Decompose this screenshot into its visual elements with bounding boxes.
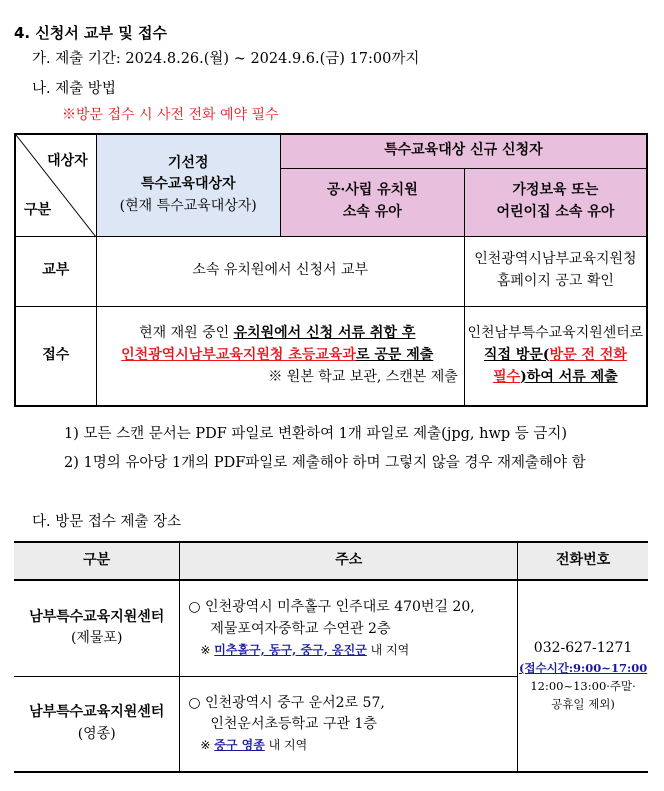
receipt-left-line1 [97,323,458,345]
row-issue-right [464,236,647,306]
receipt-right-line1: 인천남부특수교육지원센터로 [467,325,644,342]
corner-cell [15,134,96,236]
center-jemulpo [14,580,180,676]
header-new-kindergarten [280,168,464,236]
note-2: 2) 1명의 유아당 1개의 PDF파일로 제출해야 하며 그렇지 않을 경우 재제출해야 함 [64,455,586,471]
center-yeongjong-sub: (영종) [77,725,116,742]
receipt-left-2a: 인천광역시남부교육지원청 초등교육과 [121,346,356,363]
center-jemulpo-sub: (제물포) [70,630,123,647]
row-issue-left: 소속 유치원에서 신청서 교부 [96,236,464,306]
note-1: 1) 모든 스캔 문서는 PDF 파일로 변환하여 1개 파일로 제출(jpg, hwp 등 금지) [64,426,568,442]
submission-method: 나. 제출 방법 [32,81,116,97]
area-yeongjong [188,736,517,755]
area-jemulpo [188,641,517,660]
section-title: 4. 신청서 교부 및 접수 [14,24,167,42]
header-new-b-line1: 가정보육 또는 [512,182,599,199]
submission-period: 가. 제출 기간: 2024.8.26.(월) ~ 2024.9.6.(금) 17:00까지 [32,51,420,67]
center-yeongjong [14,676,180,772]
receipt-right-2a: 직접 방문( [483,346,550,363]
receipt-left-1a: 현재 재원 중인 [139,325,234,342]
receipt-right-2b: 방문 전 전화 [549,346,627,363]
area-yeongjong-suffix: 내 지역 [264,738,308,753]
header-new-a-line2: 소속 유아 [342,204,402,220]
row-receipt-left [96,306,464,406]
area-yeongjong-link: 중구 영종 [214,738,265,753]
visit-place-table [14,541,648,773]
corner-bottom-label: 구분 [24,201,52,218]
area-jemulpo-prefix: ※ [200,642,215,657]
receipt-right-line3 [465,367,646,389]
hours-line3: 공휴일 제외) [551,696,615,711]
visit-note: ※방문 접수 시 사전 전화 예약 필수 [62,107,279,123]
row-issue-label: 교부 [15,236,96,306]
header-new: 특수교육대상 신규 신청자 [280,134,647,168]
area-jemulpo-link: 미추홀구, 동구, 중구, 옹진군 [214,642,367,657]
receipt-left-line3: ※ 원본 학교 보관, 스캔본 제출 [268,368,458,385]
center-yeongjong-name: 남부특수교육지원센터 [29,704,165,721]
col-header-phone: 전화번호 [518,542,648,580]
header-existing-line1: 기선정 [167,154,209,171]
area-yeongjong-prefix: ※ [200,738,215,753]
application-table [14,133,648,407]
center-jemulpo-name: 남부특수교육지원센터 [29,608,165,625]
receipt-left-line2 [97,345,458,367]
receipt-left-2b: 로 공문 제출 [355,346,434,363]
receipt-left-1b: 유치원에서 신청 서류 취합 후 [233,325,416,342]
receipt-right-3a: 필수 [493,368,521,385]
header-existing [96,134,280,236]
header-existing-line3: (현재 특수교육대상자) [119,198,257,215]
visit-place-title: 다. 방문 접수 제출 장소 [32,514,182,530]
col-header-category: 구분 [14,542,180,580]
row-receipt-label: 접수 [15,306,96,406]
row-issue-right-line1: 인천광역시남부교육지원청 [474,251,637,268]
hours-line2: 12:00~13:00·주말· [530,678,636,693]
receipt-right-line2 [465,345,646,367]
receipt-right-3b: )하여 서류 제출 [520,368,618,385]
corner-top-label: 대상자 [47,153,88,169]
phone-cell [518,580,648,772]
header-existing-line2: 특수교육대상자 [140,176,236,193]
address-yeongjong-line2: 인천운서초등학교 구관 1층 [210,716,377,733]
hours-line1: (접수시간:9:00~17:00 [518,661,648,676]
area-jemulpo-suffix: 내 지역 [366,642,410,657]
address-yeongjong [180,676,518,772]
address-jemulpo [180,580,518,676]
header-new-b-line2: 어린이집 소속 유아 [496,204,615,220]
address-yeongjong-line1: ○ 인천광역시 중구 운서2로 57, [188,694,385,711]
row-issue-right-line2: 홈페이지 공고 확인 [496,273,614,289]
address-jemulpo-line1: ○ 인천광역시 미추홀구 인주대로 470번길 20, [188,599,475,616]
col-header-address: 주소 [180,542,518,580]
phone-number: 032-627-1271 [533,640,633,657]
address-jemulpo-line2: 제물포여자중학교 수연관 2층 [210,620,391,637]
row-receipt-right [464,306,647,406]
header-new-a-line1: 공·사립 유치원 [326,182,418,199]
header-new-home [464,168,647,236]
